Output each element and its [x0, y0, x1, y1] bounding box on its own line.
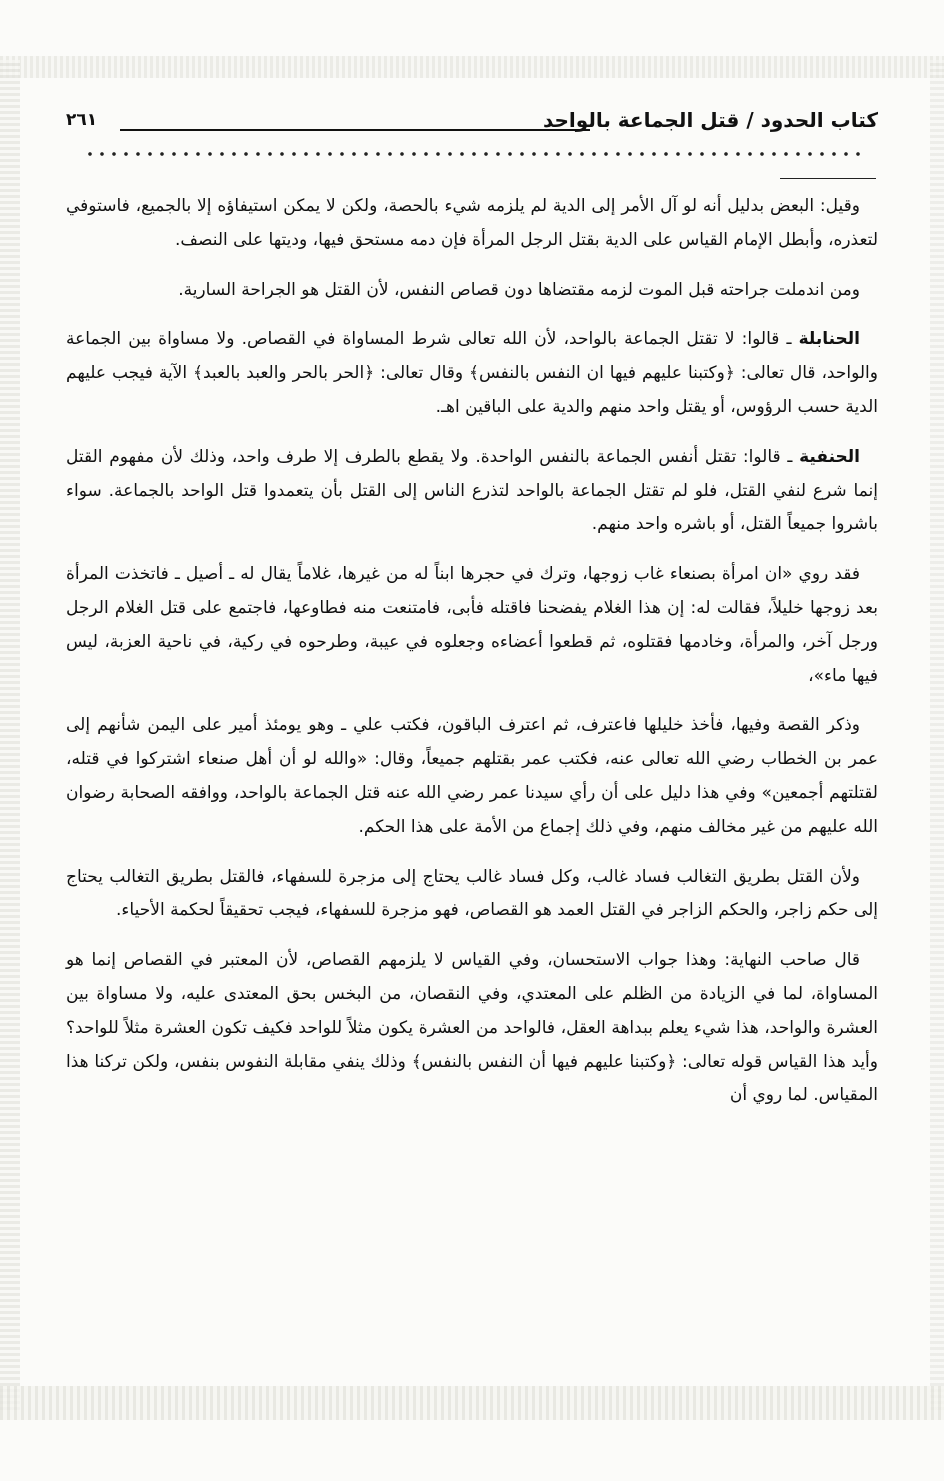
paragraph-text: وقيل: البعض بدليل أنه لو آل الأمر إلى الدية لم يلزمه شيء بالحصة، ولكن لا يمكن استيفاؤه إلا بالجميع، فاستوفي لتعذره، وأبطل الإمام القياس على الدية بقتل الرجل المرأة فإن دمه مستحق فيها، وديتها على النصف.: [66, 196, 878, 250]
paragraph-lead: الحنفية: [799, 446, 860, 467]
page-header: [66, 104, 878, 144]
paragraph-text: ولأن القتل بطريق التغالب فساد غالب، وكل فساد غالب يحتاج إلى مزجرة للسفهاء، فالقتل بطريق التغالب يحتاج إلى حكم زاجر، والحكم الزاجر في القتل العمد هو القصاص، فهو مزجرة للسفهاء، فيجب تحقيقاً لحكمة الأحياء.: [66, 866, 878, 921]
header-rule: [120, 129, 590, 131]
paragraph: [66, 274, 878, 308]
paragraph-text: ـ قالوا: تقتل أنفس الجماعة بالنفس الواحدة. ولا يقطع بالطرف إلا طرف واحد، وذلك لأن مفهوم القتل إنما شرع لنفي القتل، فلو لم تقتل الجماعة بالواحد لتذرع الناس إلى القتل بأن يتعمدوا قتل الواحد بالجماعة. سواء باشروا جميعاً القتل، أو باشره واحد منهم.: [66, 446, 878, 535]
paragraph-lead: الحنابلة: [798, 329, 860, 350]
page-number: ٢٦١: [66, 110, 98, 130]
scan-border-top: [0, 56, 944, 78]
dotted-divider: [84, 150, 864, 158]
paragraph: [66, 190, 878, 258]
paragraph: [66, 558, 878, 693]
paragraph-text: وذكر القصة وفيها، فأخذ خليلها فاعترف، ثم اعترف الباقون، فكتب علي ـ وهو يومئذ أمير على اليمن شأنهم إلى عمر بن الخطاب رضي الله تعالى عنه، فكتب عمر بقتلهم جميعاً، وقال: «والله لو أن أهل صنعاء اشتركوا في قتله، لقتلتهم أجمعين» وفي هذا دليل على أن رأي سيدنا عمر رضي الله عنه قتل الجماعة بالواحد، ووافقه الصحابة رضوان الله عليهم من غير مخالف منهم، وفي ذلك إجماع من الأمة على هذا الحكم.: [66, 715, 878, 837]
paragraph-text: ومن اندملت جراحته قبل الموت لزمه مقتضاها دون قصاص النفس، لأن القتل هو الجراحة السارية.: [178, 279, 860, 300]
paragraph-text: قال صاحب النهاية: وهذا جواب الاستحسان، وفي القياس لا يلزمهم القصاص، لأن المعتبر في القصاص إنما هو المساواة، لما في الزيادة من الظلم على المعتدي، وفي النقصان، من البخس بحق المعتدى عليه، ولا مساواة بين العشرة والواحد، هذا شيء يعلم ببداهة العقل، فالواحد من العشرة يكون مثلاً للواحد فكيف تكون العشرة مثلاً للواحد؟ وأيد هذا القياس قوله تعالى: ﴿وكتبنا عليهم فيها أن النفس بالنفس﴾ وذلك ينفي مقابلة النفوس بنفس، ولكن تركنا هذا المقياس. لما روي أن: [66, 950, 878, 1106]
paragraph: [66, 861, 878, 929]
scan-border-left: [0, 60, 20, 1410]
paragraph: [66, 709, 878, 844]
body-text: [66, 190, 878, 1380]
footnote-rule: [780, 178, 876, 179]
paragraph: [66, 441, 878, 542]
paragraph-text: فقد روي «ان امرأة بصنعاء غاب زوجها، وترك في حجرها ابناً له من غيرها، غلاماً يقال له ـ أصيل ـ فاتخذت المرأة بعد زوجها خليلاً، فقالت له: إن هذا الغلام يفضحنا فاقتله فأبى، فامتنعت منه فطاوعها، فاجتمع على قتل الغلام الرجل ورجل آخر، والمرأة، وخادمها فقتلوه، ثم قطعوا أعضاءه وجعلوه في عيبة، وطرحوه في ركية، في ناحية العزبة، ليس فيها ماء»،: [66, 564, 878, 686]
running-title: كتاب الحدود / قتل الجماعة بالواحد: [542, 108, 878, 132]
paragraph: [66, 323, 878, 424]
scan-border-right: [930, 60, 944, 1410]
paragraph: [66, 944, 878, 1113]
scan-border-bottom: [0, 1386, 944, 1420]
paragraph-text: ـ قالوا: لا تقتل الجماعة بالواحد، لأن الله تعالى شرط المساواة في القصاص. ولا مساواة بين الجماعة والواحد، قال تعالى: ﴿وكتبنا عليهم فيها ان النفس بالنفس﴾ وقال تعالى: ﴿الحر بالحر والعبد بالعبد﴾ الآية فيجب عليهم الدية حسب الرؤوس، أو يقتل واحد منهم والدية على الباقين اهـ.: [66, 329, 878, 417]
